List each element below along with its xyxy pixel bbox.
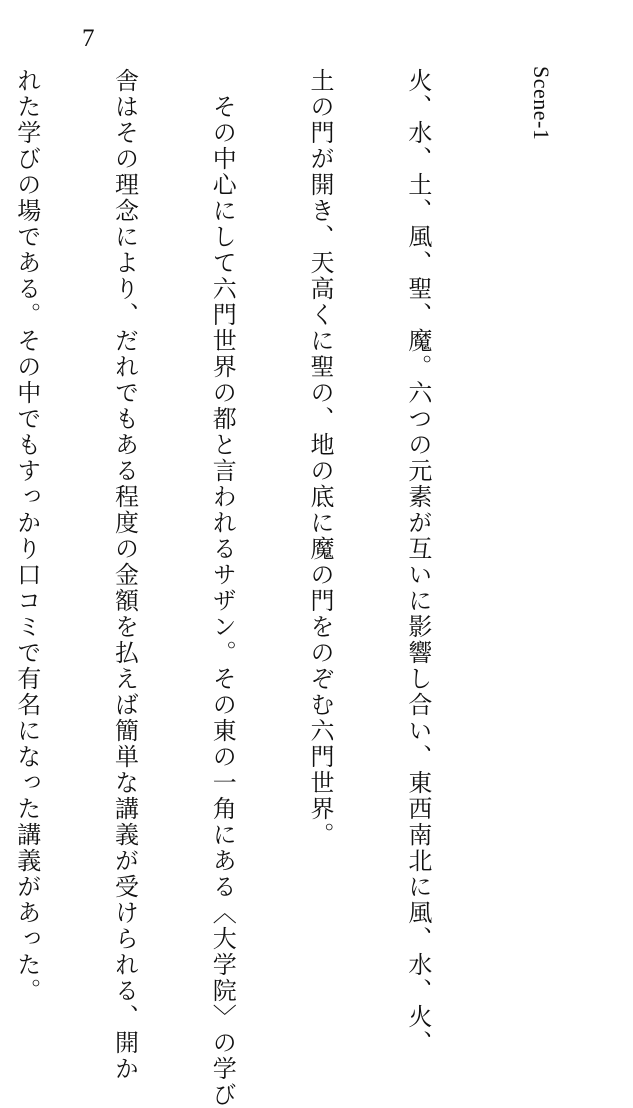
text-line: 舎はその理念により、だれでもある程度の金額を払えば簡単な講義が受けられる、開か — [110, 68, 139, 1082]
text-line: 火、水、土、風、聖、魔。六つの元素が互いに影響し合い、東西南北に風、水、火、 — [403, 68, 432, 1056]
scene-header: Scene-1 — [529, 66, 554, 141]
text-line: 土の門が開き、天高くに聖の、地の底に魔の門をのぞむ六門世界。 — [306, 68, 335, 848]
page-number: 7 — [82, 25, 95, 52]
body-text — [0, 68, 499, 1108]
text-line: れた学びの場である。その中でもすっかり口コミで有名になった講義があった。 — [12, 68, 41, 1004]
text-line: その中心にして六門世界の都と言われるサザン。その東の一角にある〈大学院〉の学び — [208, 68, 237, 1108]
